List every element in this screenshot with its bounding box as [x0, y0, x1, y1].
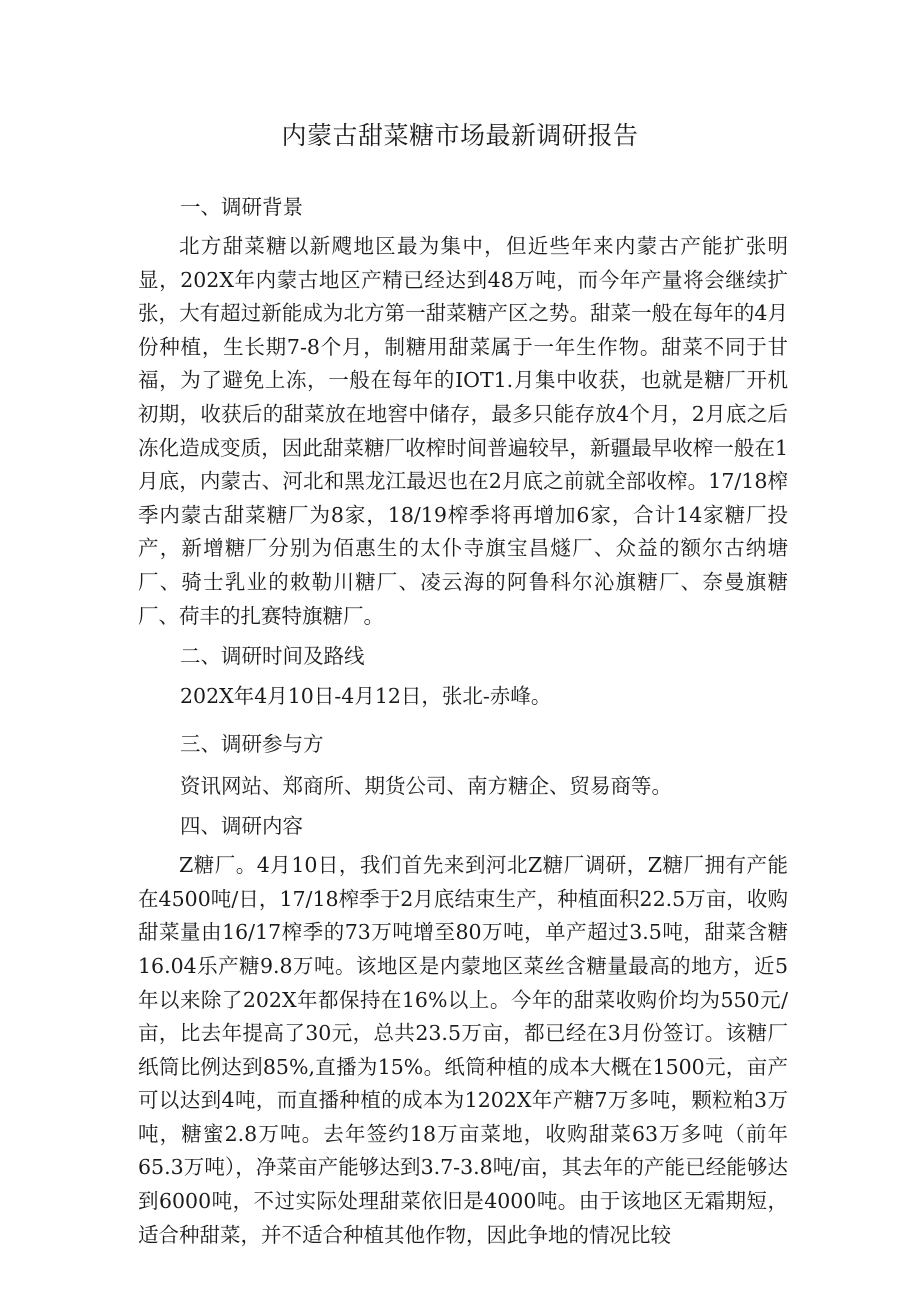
section-heading-content: 四、调研内容	[180, 814, 303, 839]
paragraph-content: Z糖厂。4月10日，我们首先来到河北Z糖厂调研，Z糖厂拥有产能在4500吨/日，17/18榨季于2月底结束生产，种植面积22.5万亩，收购甜菜量由16/17榨季的73万吨增至80万吨，单产超过3.5吨，甜菜含糖16.04乐产糖9.8万吨。该地区是内蒙地区菜丝含糖量最高的地方，近5年以来除了202X年都保持在16%以上。今年的甜菜收购价均为550元/亩，比去年提高了30元，总共23.5万亩，都已经在3月份签订。该糖厂纸筒比例达到85%,直播为15%。纸筒种植的成本大概在1500元，亩产可以达到4吨，而直播种植的成本为1202X年产糖7万多吨，颗粒粕3万吨，糖蜜2.8万吨。去年签约18万亩菜地，收购甜菜63万多吨（前年65.3万吨），净菜亩产能够达到3.7-3.8吨/亩，其去年的产能已经能够达到6000吨，不过实际处理甜菜依旧是4000吨。由于该地区无霜期短，适合种甜菜，并不适合种植其他作物，因此争地的情况比较	[138, 853, 788, 1247]
paragraph-participants: 资讯网站、郑商所、期货公司、南方糖企、贸易商等。	[180, 774, 672, 799]
document-title: 内蒙古甜菜糖市场最新调研报告	[281, 121, 639, 150]
document-body	[138, 190, 788, 1252]
section-heading-participants: 三、调研参与方	[180, 732, 324, 757]
section-heading-background: 一、调研背景	[180, 195, 303, 219]
paragraph-time-route: 202X年4月10日-4月12日，张北-赤峰。	[180, 684, 552, 709]
paragraph-background: 北方甜菜糖以新飕地区最为集中，但近些年来内蒙古产能扩张明显，202X年内蒙古地区产精已经达到48万吨，而今年产量将会继续扩张，大有超过新能成为北方第一甜菜糖产区之势。甜菜一般在每年的4月份种植，生长期7-8个月，制糖用甜菜属于一年生作物。甜菜不同于甘福，为了避免上冻，一般在每年的IOT1.月集中收获，也就是糖厂开机初期，收获后的甜菜放在地窖中储存，最多只能存放4个月，2月底之后冻化造成变质，因此甜菜糖厂收榨时间普遍较早，新疆最早收榨一般在1月底，内蒙古、河北和黑龙江最迟也在2月底之前就全部收榨。17/18榨季内蒙古甜菜糖厂为8家，18/19榨季将再增加6家，合计14家糖厂投产，新增糖厂分别为佰惠生的太仆寺旗宝昌燧厂、众益的额尔古纳塘厂、骑士乳业的敕勒川糖厂、凌云海的阿鲁科尔沁旗糖厂、奈曼旗糖厂、荷丰的扎赛特旗糖厂。	[138, 234, 788, 628]
section-heading-time-route: 二、调研时间及路线	[180, 644, 365, 669]
